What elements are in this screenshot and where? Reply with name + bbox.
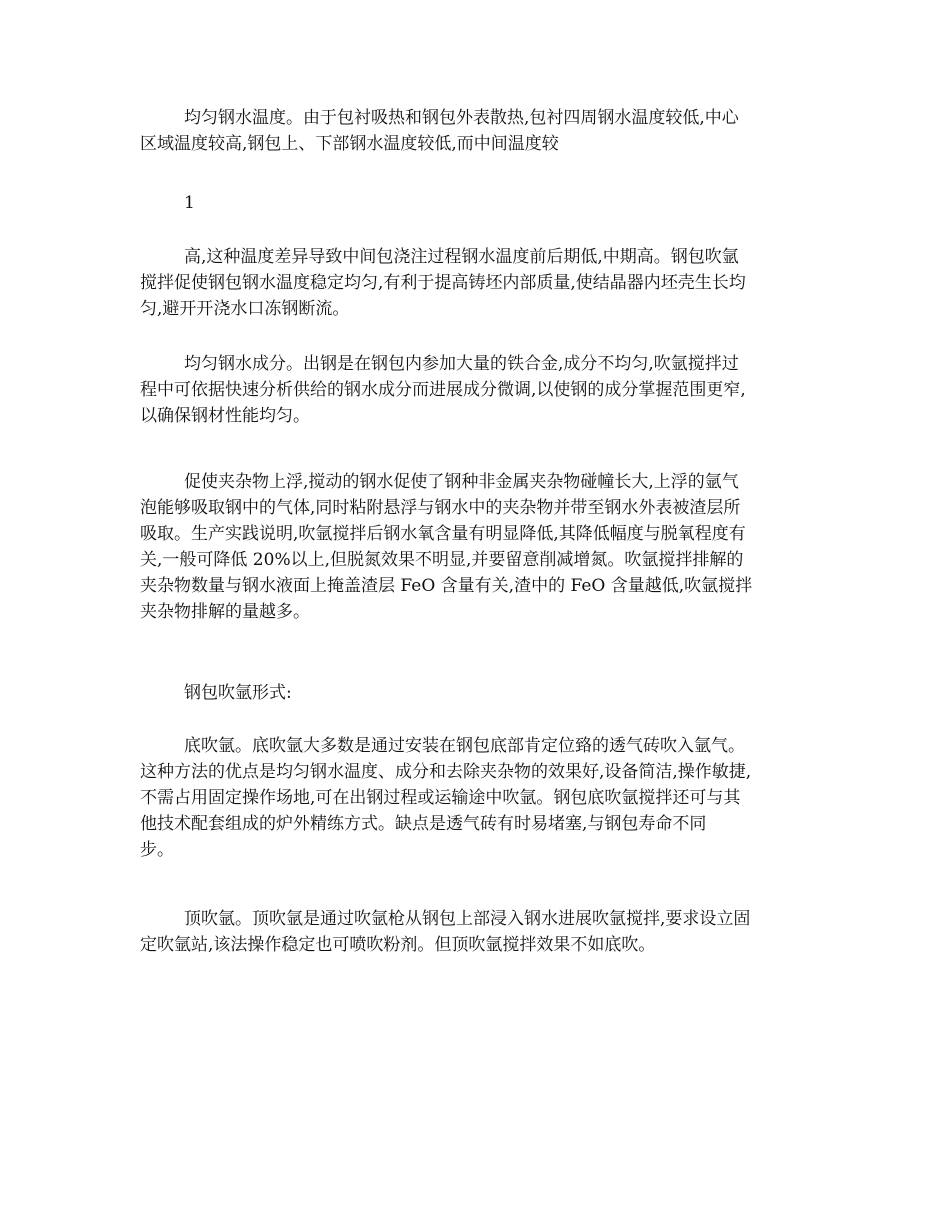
text-line: 顶吹氩。顶吹氩是通过吹氩枪从钢包上部浸入钢水进展吹氩搅拌,要求设立固 — [184, 909, 751, 929]
paragraph-temperature-intro — [140, 105, 820, 157]
text-line: 这种方法的优点是均匀钢水温度、成分和去除夹杂物的效果好,设备简洁,操作敏捷, — [140, 762, 752, 782]
text-line: 区域温度较高,钢包上、下部钢水温度较低,而中间温度较 — [140, 134, 559, 154]
text-line: 夹杂物数量与钢水液面上掩盖渣层 FeO 含量有关,渣中的 FeO 含量越低,吹氩搅拌 — [140, 576, 753, 596]
text-line: 促使夹杂物上浮,搅动的钢水促使了钢种非金属夹杂物碰幢长大,上浮的氩气 — [184, 472, 739, 492]
text-line: 搅拌促使钢包钢水温度稳定均匀,有利于提高铸坯内部质量,使结晶器内坯壳生长均 — [140, 273, 746, 293]
text-line: 吸取。生产实践说明,吹氩搅拌后钢水氧含量有明显降低,其降低幅度与脱氧程度有 — [140, 524, 746, 544]
text-line: 均匀钢水温度。由于包衬吸热和钢包外表散热,包衬四周钢水温度较低,中心 — [184, 108, 739, 128]
text-line: 高,这种温度差异导致中间包浇注过程钢水温度前后期低,中期高。钢包吹氩 — [184, 247, 739, 267]
text-line: 均匀钢水成分。出钢是在钢包内参加大量的铁合金,成分不均匀,吹氩搅拌过 — [184, 354, 739, 374]
text-line: 定吹氩站,该法操作稳定也可喷吹粉剂。但顶吹氩搅拌效果不如底吹。 — [140, 935, 656, 955]
text-line: 泡能够吸取钢中的气体,同时粘附悬浮与钢水中的夹杂物并带至钢水外表被渣层所 — [140, 498, 741, 518]
paragraph-bottom-blowing — [140, 733, 820, 863]
text-line: 他技术配套组成的炉外精练方式。缺点是透气砖有时易堵塞,与钢包寿命不同 — [140, 814, 707, 834]
paragraph-top-blowing — [140, 906, 820, 958]
text-line: 匀,避开开浇水口冻钢断流。 — [140, 299, 350, 319]
text-line: 关,一般可降低 20%以上,但脱氮效果不明显,并要留意削减增氮。吹氩搅拌排解的 — [140, 550, 744, 570]
page-number: 1 — [184, 193, 195, 213]
text-line: 夹杂物排解的量越多。 — [140, 602, 310, 622]
text-line: 钢包吹氩形式: — [184, 683, 292, 703]
paragraph-blowing-forms-heading — [140, 680, 820, 706]
text-line: 步。 — [140, 840, 174, 860]
text-line: 底吹氩。底吹氩大多数是通过安装在钢包底部肯定位臵的透气砖吹入氩气。 — [184, 736, 745, 756]
paragraph-temperature-difference — [140, 244, 820, 322]
paragraph-composition — [140, 351, 820, 429]
text-line: 不需占用固定操作场地,可在出钢过程或运输途中吹氩。钢包底吹氩搅拌还可与其 — [140, 788, 741, 808]
text-line: 以确保钢材性能均匀。 — [140, 406, 310, 426]
text-line: 程中可依据快速分析供给的钢水成分而进展成分微调,以使钢的成分掌握范围更窄, — [140, 380, 746, 400]
paragraph-inclusions — [140, 469, 820, 625]
